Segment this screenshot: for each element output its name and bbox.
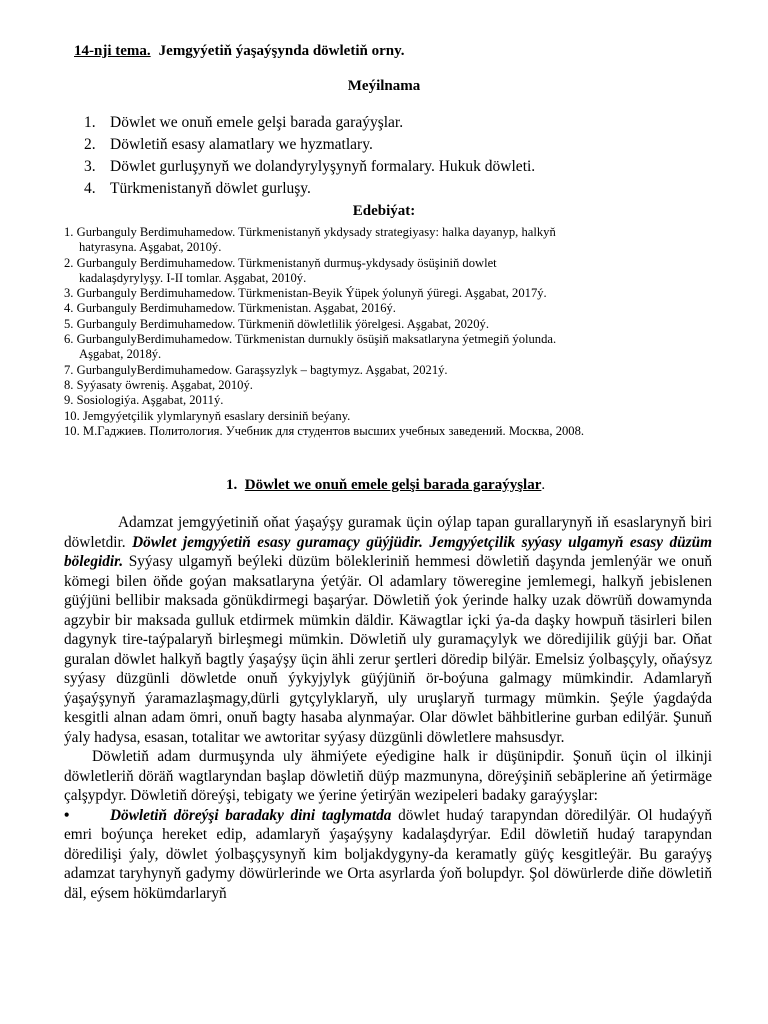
paragraph-3-rest: döwlet hudaý tarapyndan döredilýär. Ol hudaýyň emri boýunça hereket edip, adamlaryň ýaşaýşyny kadalaşdyrýar. Edil döwletiň hudaý tarapyndan döredilişi ýaly, döwlet ýolbaşçysynyň kim boljakdygyny-da keramatly güýç kesgitleýär. Bu garaýyş adamzat taryhynyň gadymy döwürlerinde we Orta asyrlarda ýoň bolupdyr. Şol döwürlerde diňe döwletiň däl, eýsem hökümdarlaryň [64, 806, 712, 902]
plan-item-number: 3. [84, 158, 96, 175]
plan-item-text: Döwlet gurluşynyň we dolandyrylyşynyň formalary. Hukuk döwleti. [110, 158, 536, 175]
section-heading [226, 477, 746, 494]
literature-item-continuation: Aşgabat, 2018ý. [79, 347, 162, 362]
literature-item-text: 3. Gurbanguly Berdimuhamedow. Türkmenistan-Beyik Ýüpek ýolunyň ýüregi. Aşgabat, 2017ý. [64, 286, 547, 301]
literature-item [64, 393, 724, 408]
plan-item-text: Türkmenistanyň döwlet gurluşy. [110, 180, 311, 197]
literature-item [64, 286, 724, 301]
topic-title [74, 43, 734, 60]
literature-item [64, 256, 724, 287]
paragraph-1-rest: Syýasy ulgamyň beýleki düzüm bölekleriniň hemmesi döwletiň daşynda jemlenýär we onuň kömegi bilen öňde goýan maksatlaryna ýetýär. Ol adamlary töweregine jemlemegi, halkyň jebislenen güýjüni bellibir maksada gönükdirmegi başarýar. Döwletiň ýok ýerinde halky uzak döwrüň dowamynda agzybir bir maksada gulluk etdirmek mümkin däldir. Käwagtlar içki ýa-da daşky howpuň täsirleri bilen dagynyk tire-taýpalaryň birleşmegi mümkin. Döwletiň uly guramaçylyk we döredijilik güýji bar. Oňat guralan döwlet halkyň bagtly ýaşaýşy üçin ähli zerur şertleri döredip bilýär. Emelsiz ýolbaşçyly, oňaýsyz syýasy düzgünli döwletde onuň ýykyjylyk güýjüniň ör-boýuna galmagy mümkindir. Adamlaryň ýaşaýşynyň ýaramazlaşmagy,dürli gytçylyklaryň, uly uruşlaryň turmagy mümkin. Şeýle ýagdaýda kesgitli alnan adam ömri, onuň bagty hasaba alynmaýar. Olar döwlet bähbitlerine gurban edilýär. Şunuň ýaly hadysa, esasan, totalitar we awtoritar syýasy düzgünli döwletlere mahsusdyr. [64, 553, 713, 746]
paragraph-1 [64, 513, 712, 747]
literature-item [64, 301, 724, 316]
paragraph-2: Döwletiň adam durmuşynda uly ähmiýete eýedigine halk ir düşünipdir. Şonuň üçin ol ilkinji döwletleriň döräň wagtlaryndan başlap döwletiň düýp mazmunyna, döreýşiniň sebäplerine aň ýetirmäge çalşypdyr. Döwletiň döreýşi, tebigaty we ýerine ýetirýän wezipeleri badaky garaýyşlar: [64, 748, 712, 804]
literature-item-text: 10. Jemgyýetçilik ylymlarynyň esaslary dersiniň beýany. [64, 408, 351, 423]
plan-item [84, 134, 724, 156]
literature-item-continuation: kadalaşdyrylyşy. I-II tomlar. Aşgabat, 2010ý. [79, 270, 307, 285]
topic-number: 14-nji tema. [74, 43, 151, 59]
body-text [64, 513, 712, 903]
section-title: Döwlet we onuň emele gelşi barada garaýyşlar [244, 477, 542, 493]
literature-item [64, 424, 724, 439]
literature-item [64, 332, 724, 363]
literature-item-text: 8. Syýasaty öwreniş. Aşgabat, 2010ý. [64, 377, 253, 392]
plan-item [84, 112, 724, 134]
literature-item-text: 10. М.Гаджиев. Политология. Учебник для студентов высших учебных заведений. Москва, 2008. [64, 423, 585, 438]
literature-item-text: 1. Gurbanguly Berdimuhamedow. Türkmenistanyň ykdysady strategiyasy: halka dayanyp, halkyň [64, 225, 556, 239]
plan-item [84, 156, 724, 178]
paragraph-1-intro: Adamzat jemgyýetiniň oňat ýaşaýşy guramak üçin oýlap tapan gurallarynyň iň esaslarynyň biri döwletdir. [64, 514, 712, 551]
plan-item-number: 2. [84, 136, 96, 153]
plan-item-text: Döwletiň esasy alamatlary we hyzmatlary. [110, 136, 373, 153]
literature-item-text: 5. Gurbanguly Berdimuhamedow. Türkmeniň döwletlilik ýörelgesi. Aşgabat, 2020ý. [64, 316, 489, 331]
literature-item-text: 4. Gurbanguly Berdimuhamedow. Türkmenistan. Aşgabat, 2016ý. [64, 301, 396, 316]
literature-item [64, 225, 724, 256]
paragraph-1-emphasis: Döwlet jemgyýetiň esasy guramaçy güýjüdir. Jemgyýetçilik syýasy ulgamyň esasy düzüm bölegidir. [64, 533, 712, 570]
plan-item-number: 1. [84, 114, 96, 131]
literature-item-text: 7. GurbangulyBerdimuhamedow. Garaşsyzlyk – bagtymyz. Aşgabat, 2021ý. [64, 362, 448, 377]
plan-item-number: 4. [84, 180, 96, 197]
literature-list [64, 225, 724, 439]
literature-item-text: 2. Gurbanguly Berdimuhamedow. Türkmenistanyň durmuş-ykdysady ösüşiniň dowlet [64, 255, 497, 270]
section-number: 1. [226, 477, 238, 493]
plan-item [84, 178, 724, 200]
plan-heading: Meýilnama [347, 78, 421, 94]
literature-item [64, 317, 724, 332]
literature-item-text: 9. Sosiologiýa. Aşgabat, 2011ý. [64, 393, 224, 408]
literature-item-text: 6. GurbangulyBerdimuhamedow. Türkmenistan durnukly ösüşiň maksatlaryna ýetmegiň ýolunda. [64, 332, 557, 347]
plan-list [84, 112, 724, 200]
bullet-marker: • [64, 806, 70, 824]
literature-item [64, 409, 724, 424]
literature-item [64, 378, 724, 393]
paragraph-3 [64, 806, 712, 904]
topic-title-text: Jemgyýetiň ýaşaýşynda döwletiň orny. [158, 43, 405, 59]
section-title-end: . [541, 477, 546, 493]
plan-item-text: Döwlet we onuň emele gelşi barada garaýyşlar. [110, 114, 404, 131]
literature-item [64, 363, 724, 378]
paragraph-3-emphasis: Döwletiň döreýşi baradaky dini taglymatda [110, 806, 392, 824]
literature-heading: Edebiýat: [352, 203, 416, 219]
literature-item-continuation: hatyrasyna. Aşgabat, 2010ý. [79, 240, 222, 255]
